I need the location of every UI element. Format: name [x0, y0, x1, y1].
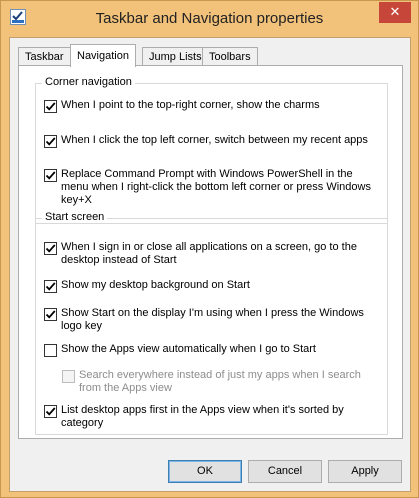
tab-navigation[interactable]: Navigation — [70, 44, 136, 67]
checkbox-desktop-apps-first[interactable] — [44, 405, 57, 418]
checkbox-start-on-display[interactable] — [44, 308, 57, 321]
option-label: Search everywhere instead of just my apps when I search from the Apps view — [79, 369, 361, 394]
option-label: List desktop apps first in the Apps view when it's sorted by category — [61, 404, 344, 429]
ok-button[interactable]: OK — [168, 460, 242, 483]
option-label: Show Start on the display I'm using when I press the Windows logo key — [61, 307, 364, 332]
corner-navigation-title: Corner navigation — [42, 76, 135, 88]
start-screen-group — [35, 211, 388, 435]
option-label: Show the Apps view automatically when I go to Start — [61, 343, 316, 355]
close-button[interactable]: ✕ — [379, 2, 411, 23]
option-start-on-display[interactable] — [44, 307, 383, 335]
checkbox-apps-view-auto[interactable] — [44, 344, 57, 357]
option-top-right-charms[interactable] — [44, 99, 383, 114]
option-apps-view-auto[interactable] — [44, 343, 383, 358]
cancel-button[interactable]: Cancel — [248, 460, 322, 483]
corner-navigation-group — [35, 76, 388, 224]
window-title: Taskbar and Navigation properties — [95, 10, 324, 27]
navigation-tab-panel — [18, 65, 403, 439]
option-label: When I point to the top-right corner, show the charms — [61, 99, 320, 111]
checkbox-powershell[interactable] — [44, 169, 57, 182]
apply-button[interactable]: Apply — [328, 460, 402, 483]
option-go-to-desktop[interactable] — [44, 241, 383, 269]
dialog-body — [9, 37, 411, 492]
checkbox-go-to-desktop[interactable] — [44, 242, 57, 255]
option-desktop-apps-first[interactable] — [44, 404, 383, 432]
option-powershell[interactable] — [44, 168, 383, 206]
option-label: When I sign in or close all applications on a screen, go to the desktop instead of Start — [61, 241, 357, 266]
option-label: Show my desktop background on Start — [61, 279, 250, 291]
option-label: Replace Command Prompt with Windows PowerShell in the menu when I right-click the bottom left corner or press Windows key+X — [61, 168, 371, 206]
checkbox-search-everywhere — [62, 370, 75, 383]
checkbox-desktop-background[interactable] — [44, 280, 57, 293]
option-desktop-background[interactable] — [44, 279, 383, 294]
option-top-left-recent-apps[interactable] — [44, 134, 383, 149]
checkbox-recent-apps[interactable] — [44, 135, 57, 148]
start-screen-title: Start screen — [42, 211, 107, 223]
checkbox-charms[interactable] — [44, 100, 57, 113]
tab-toolbars[interactable]: Toolbars — [202, 47, 258, 66]
option-label: When I click the top left corner, switch between my recent apps — [61, 134, 368, 146]
tab-taskbar[interactable]: Taskbar — [18, 47, 71, 66]
title-bar[interactable] — [1, 1, 418, 37]
option-search-everywhere — [62, 369, 383, 397]
tab-jump-lists[interactable]: Jump Lists — [142, 47, 209, 66]
